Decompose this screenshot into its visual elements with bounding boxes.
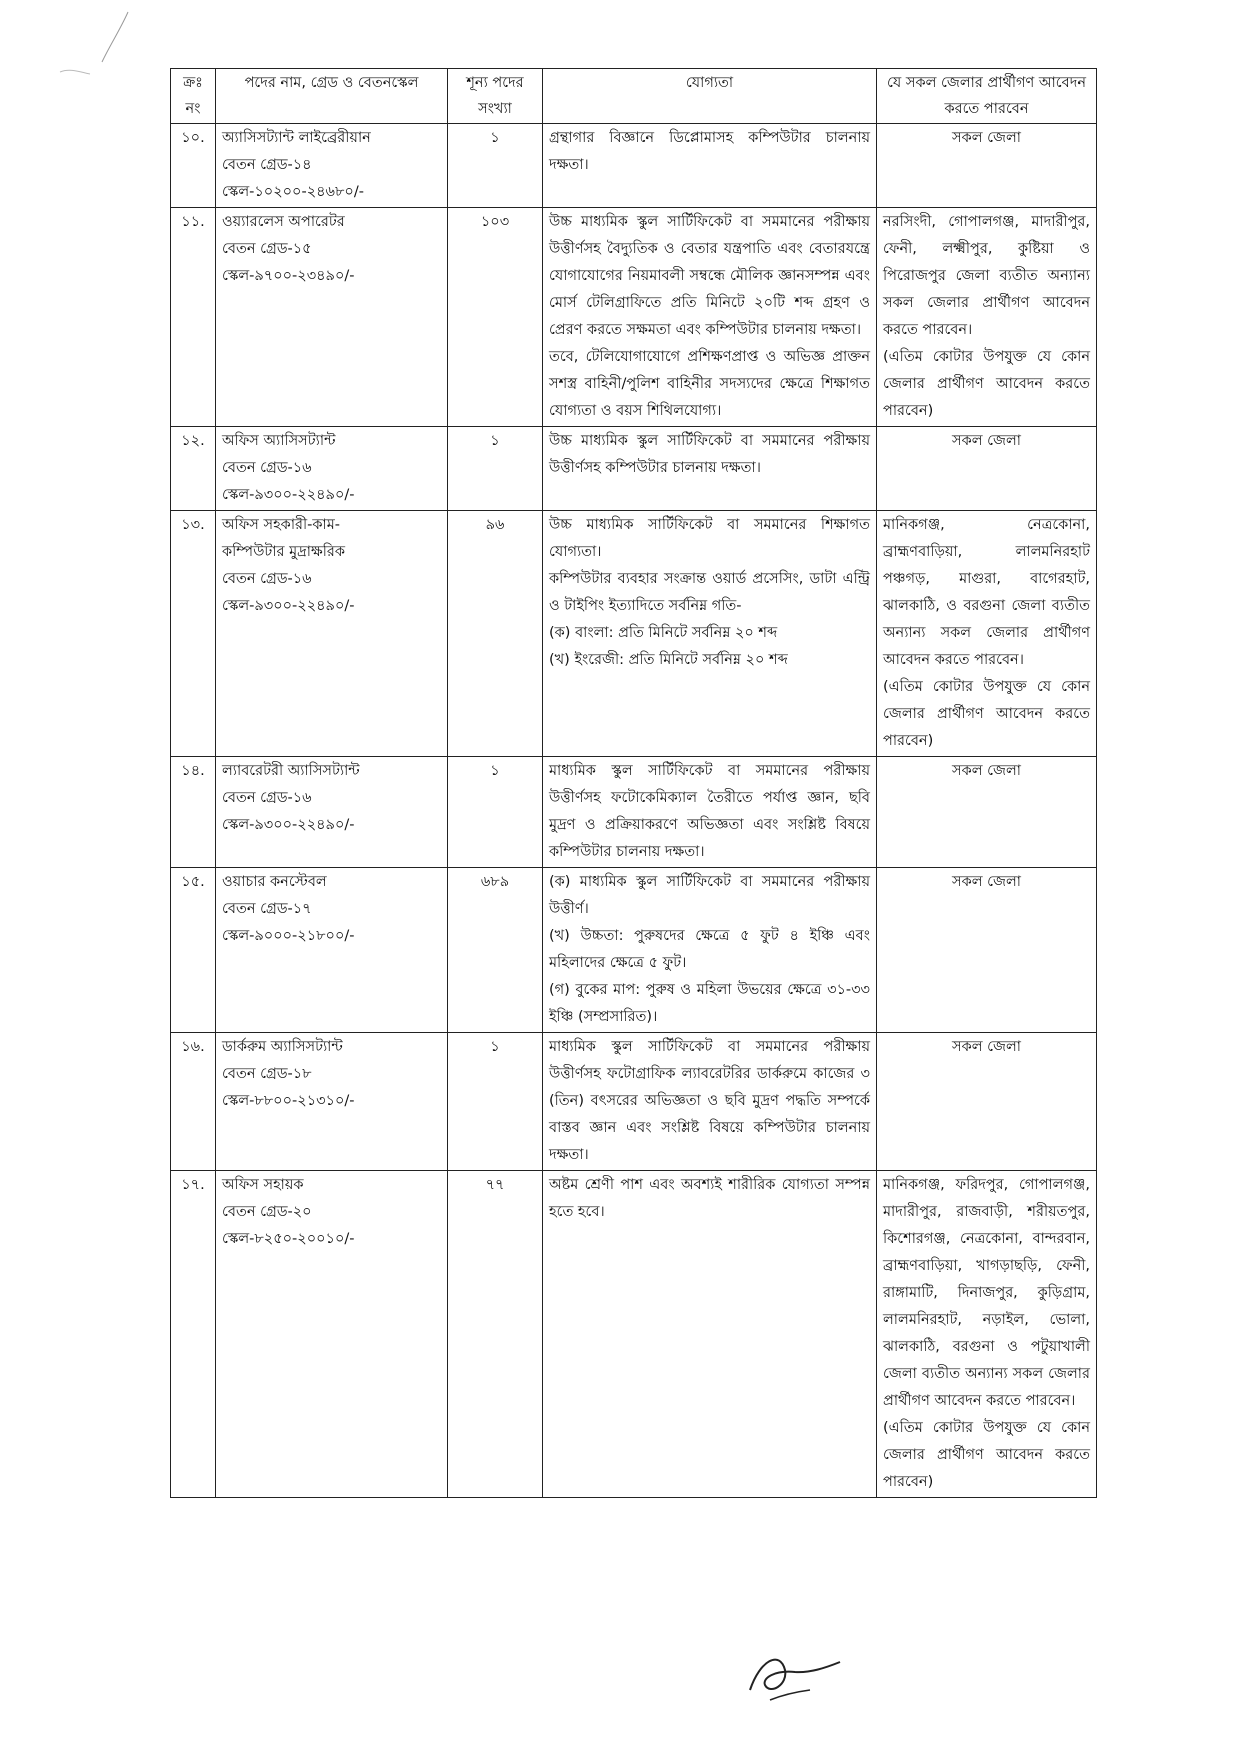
serial-number: ১৪.	[181, 763, 205, 779]
qualification-text: তবে, টেলিযোগাযোগে প্রশিক্ষণপ্রাপ্ত ও অভিজ্ঞ প্রাক্তন সশস্ত্র বাহিনী/পুলিশ বাহিনীর সদস্যদের ক্ষেত্রে শিক্ষাগত যোগ্যতা ও বয়স শিথিলযোগ্য।	[549, 349, 870, 419]
header-districts: যে সকল জেলার প্রার্থীগণ আবেদন করতে পারবেন	[877, 69, 1097, 124]
qualification-text: উচ্চ মাধ্যমিক স্কুল সার্টিফিকেট বা সমমানের পরীক্ষায় উত্তীর্ণসহ বৈদ্যুতিক ও বেতার যন্ত্রপাতি এবং বেতারযন্ত্রে যোগাযোগের নিয়মাবলী সম্বন্ধে মৌলিক জ্ঞানসম্পন্ন এবং মোর্স টেলিগ্রাফিতে প্রতি মিনিটে ২০টি শব্দ গ্রহণ ও প্রেরণ করতে সক্ষমতা এবং কম্পিউটার চালনায় দক্ষতা।	[549, 214, 870, 338]
qualification-text: (খ) ইংরেজী: প্রতি মিনিটে সর্বনিম্ন ২০ শব্দ	[549, 652, 788, 668]
serial-number: ১১.	[181, 214, 205, 230]
qualification-text: উচ্চ মাধ্যমিক সার্টিফিকেট বা সমমানের শিক্ষাগত যোগ্যতা।	[549, 517, 870, 560]
serial-cell	[171, 427, 216, 511]
districts-text: সকল জেলা	[951, 433, 1021, 449]
qualification-cell	[543, 757, 877, 868]
vacancy-count: ১	[490, 763, 500, 779]
table-header-row	[171, 69, 1097, 124]
post-line: বেতন গ্রেড-১৬	[222, 790, 312, 806]
serial-number: ১৩.	[181, 517, 205, 533]
header-serial: ক্রঃ নং	[171, 69, 216, 124]
post-line: ওয়াচার কনস্টেবল	[222, 874, 327, 890]
vacancy-cell	[448, 427, 543, 511]
qualification-text: (খ) উচ্চতা: পুরুষদের ক্ষেত্রে ৫ ফুট ৪ ইঞ্চি এবং মহিলাদের ক্ষেত্রে ৫ ফুট।	[549, 928, 870, 971]
vacancy-count: ৭৭	[485, 1177, 505, 1193]
post-cell	[216, 511, 448, 757]
post-line: স্কেল-৮২৫০-২০০১০/-	[222, 1231, 355, 1247]
serial-cell	[171, 757, 216, 868]
qualification-text: মাধ্যমিক স্কুল সার্টিফিকেট বা সমমানের পরীক্ষায় উত্তীর্ণসহ ফটোকেমিক্যাল তৈরীতে পর্যাপ্ত জ্ঞান, ছবি মুদ্রণ ও প্রক্রিয়াকরণে অভিজ্ঞতা এবং সংশ্লিষ্ট বিষয়ে কম্পিউটার চালনায় দক্ষতা।	[549, 763, 870, 860]
post-line: বেতন গ্রেড-১৬	[222, 460, 312, 476]
qualification-cell	[543, 868, 877, 1033]
serial-number: ১৬.	[181, 1039, 205, 1055]
post-line: বেতন গ্রেড-১৪	[222, 157, 312, 173]
serial-cell	[171, 208, 216, 427]
serial-cell	[171, 1033, 216, 1171]
vacancy-cell	[448, 124, 543, 208]
qualification-text: মাধ্যমিক স্কুল সার্টিফিকেট বা সমমানের পরীক্ষায় উত্তীর্ণসহ ফটোগ্রাফিক ল্যাবরেটরির ডার্করুমে কাজের ৩ (তিন) বৎসরের অভিজ্ঞতা ও ছবি মুদ্রণ পদ্ধতি সম্পর্কে বাস্তব জ্ঞান এবং সংশ্লিষ্ট বিষয়ে কম্পিউটার চালনায় দক্ষতা।	[549, 1039, 870, 1163]
districts-cell	[877, 1171, 1097, 1498]
districts-text: সকল জেলা	[951, 763, 1021, 779]
header-post: পদের নাম, গ্রেড ও বেতনস্কেল	[216, 69, 448, 124]
post-cell	[216, 1033, 448, 1171]
post-line: স্কেল-৯৭০০-২৩৪৯০/-	[222, 268, 355, 284]
qualification-text: (ক) বাংলা: প্রতি মিনিটে সর্বনিম্ন ২০ শব্দ	[549, 625, 778, 641]
vacancy-table	[170, 68, 1097, 1498]
post-cell	[216, 757, 448, 868]
table-row	[171, 208, 1097, 427]
serial-number: ১০.	[181, 130, 205, 146]
serial-number: ১২.	[181, 433, 205, 449]
vacancy-count: ৯৬	[485, 517, 505, 533]
post-line: স্কেল-৯০০০-২১৮০০/-	[222, 928, 355, 944]
qualification-cell	[543, 208, 877, 427]
post-line: অ্যাসিসট্যান্ট লাইব্রেরীয়ান	[222, 130, 371, 146]
serial-cell	[171, 124, 216, 208]
post-cell	[216, 1171, 448, 1498]
serial-number: ১৫.	[181, 874, 205, 890]
post-line: বেতন গ্রেড-১৬	[222, 571, 312, 587]
qualification-text: (ক) মাধ্যমিক স্কুল সার্টিফিকেট বা সমমানের পরীক্ষায় উত্তীর্ণ।	[549, 874, 870, 917]
header-qualification: যোগ্যতা	[543, 69, 877, 124]
post-cell	[216, 427, 448, 511]
signature	[740, 1640, 850, 1710]
serial-cell	[171, 1171, 216, 1498]
vacancy-cell	[448, 1033, 543, 1171]
post-line: অফিস সহায়ক	[222, 1177, 304, 1193]
post-line: বেতন গ্রেড-১৭	[222, 901, 312, 917]
post-line: স্কেল-৯৩০০-২২৪৯০/-	[222, 487, 355, 503]
post-line: স্কেল-৯৩০০-২২৪৯০/-	[222, 817, 355, 833]
post-line: স্কেল-৮৮০০-২১৩১০/-	[222, 1093, 355, 1109]
districts-cell	[877, 208, 1097, 427]
table-row	[171, 511, 1097, 757]
post-cell	[216, 868, 448, 1033]
table-row	[171, 1171, 1097, 1498]
post-line: বেতন গ্রেড-১৫	[222, 241, 312, 257]
post-cell	[216, 124, 448, 208]
post-line: কম্পিউটার মুদ্রাক্ষরিক	[222, 544, 345, 560]
vacancy-count: ১০৩	[480, 214, 510, 230]
qualification-text: উচ্চ মাধ্যমিক স্কুল সার্টিফিকেট বা সমমানের পরীক্ষায় উত্তীর্ণসহ কম্পিউটার চালনায় দক্ষতা।	[549, 433, 870, 476]
vacancy-count: ১	[490, 433, 500, 449]
post-line: অফিস অ্যাসিসট্যান্ট	[222, 433, 336, 449]
qualification-cell	[543, 1033, 877, 1171]
districts-text: (এতিম কোটার উপযুক্ত যে কোন জেলার প্রার্থীগণ আবেদন করতে পারবেন)	[883, 679, 1090, 749]
qualification-cell	[543, 124, 877, 208]
districts-text: মানিকগঞ্জ, ফরিদপুর, গোপালগঞ্জ, মাদারীপুর, রাজবাড়ী, শরীয়তপুর, কিশোরগঞ্জ, নেত্রকোনা, বান্দরবান, ব্রাহ্মণবাড়িয়া, খাগড়াছড়ি, ফেনী, রাঙ্গামাটি, দিনাজপুর, কুড়িগ্রাম, লালমনিরহাট, নড়াইল, ভোলা, ঝালকাঠি, বরগুনা ও পটুয়াখালী জেলা ব্যতীত অন্যান্য সকল জেলার প্রার্থীগণ আবেদন করতে পারবেন।	[883, 1177, 1090, 1409]
post-line: বেতন গ্রেড-২০	[222, 1204, 312, 1220]
qualification-text: অষ্টম শ্রেণী পাশ এবং অবশ্যই শারীরিক যোগ্যতা সম্পন্ন হতে হবে।	[549, 1177, 870, 1220]
serial-cell	[171, 868, 216, 1033]
vacancy-count: ৬৮৯	[480, 874, 510, 890]
vacancy-cell	[448, 1171, 543, 1498]
districts-cell	[877, 868, 1097, 1033]
vacancy-cell	[448, 757, 543, 868]
vacancy-cell	[448, 208, 543, 427]
districts-cell	[877, 757, 1097, 868]
vacancy-count: ১	[490, 1039, 500, 1055]
vacancy-cell	[448, 511, 543, 757]
post-cell	[216, 208, 448, 427]
districts-cell	[877, 511, 1097, 757]
districts-text: মানিকগঞ্জ, নেত্রকোনা, ব্রাহ্মণবাড়িয়া, লালমনিরহাট পঞ্চগড়, মাগুরা, বাগেরহাট, ঝালকাঠি, ও বরগুনা জেলা ব্যতীত অন্যান্য সকল জেলার প্রার্থীগণ আবেদন করতে পারবেন।	[883, 517, 1090, 668]
serial-number: ১৭.	[181, 1177, 205, 1193]
districts-text: সকল জেলা	[951, 130, 1021, 146]
post-line: স্কেল-৯৩০০-২২৪৯০/-	[222, 598, 355, 614]
districts-text: (এতিম কোটার উপযুক্ত যে কোন জেলার প্রার্থীগণ আবেদন করতে পারবেন)	[883, 1420, 1090, 1490]
districts-text: (এতিম কোটার উপযুক্ত যে কোন জেলার প্রার্থীগণ আবেদন করতে পারবেন)	[883, 349, 1090, 419]
qualification-cell	[543, 1171, 877, 1498]
vacancy-count: ১	[490, 130, 500, 146]
table-row	[171, 427, 1097, 511]
post-line: স্কেল-১০২০০-২৪৬৮০/-	[222, 184, 364, 200]
post-line: ল্যাবরেটরী অ্যাসিসট্যান্ট	[222, 763, 360, 779]
vacancy-cell	[448, 868, 543, 1033]
qualification-text: গ্রন্থাগার বিজ্ঞানে ডিপ্লোমাসহ কম্পিউটার চালনায় দক্ষতা।	[549, 130, 870, 173]
districts-cell	[877, 124, 1097, 208]
qualification-text: (গ) বুকের মাপ: পুরুষ ও মহিলা উভয়ের ক্ষেত্রে ৩১-৩৩ ইঞ্চি (সম্প্রসারিত)।	[549, 982, 870, 1025]
districts-text: সকল জেলা	[951, 1039, 1021, 1055]
post-line: অফিস সহকারী-কাম-	[222, 517, 341, 533]
districts-text: নরসিংদী, গোপালগঞ্জ, মাদারীপুর, ফেনী, লক্ষ্মীপুর, কুষ্টিয়া ও পিরোজপুর জেলা ব্যতীত অন্যান্য সকল জেলার প্রার্থীগণ আবেদন করতে পারবেন।	[883, 214, 1090, 338]
post-line: বেতন গ্রেড-১৮	[222, 1066, 312, 1082]
districts-text: সকল জেলা	[951, 874, 1021, 890]
qualification-text: কম্পিউটার ব্যবহার সংক্রান্ত ওয়ার্ড প্রসেসিং, ডাটা এন্ট্রি ও টাইপিং ইত্যাদিতে সর্বনিম্ন গতি-	[549, 571, 870, 614]
post-line: ওয়্যারলেস অপারেটর	[222, 214, 345, 230]
districts-cell	[877, 1033, 1097, 1171]
serial-cell	[171, 511, 216, 757]
header-vacancies: শূন্য পদের সংখ্যা	[448, 69, 543, 124]
qualification-cell	[543, 427, 877, 511]
pen-mark	[40, 10, 140, 80]
table-row	[171, 1033, 1097, 1171]
table-row	[171, 124, 1097, 208]
table-row	[171, 868, 1097, 1033]
districts-cell	[877, 427, 1097, 511]
qualification-cell	[543, 511, 877, 757]
post-line: ডার্করুম অ্যাসিসট্যান্ট	[222, 1039, 343, 1055]
table-row	[171, 757, 1097, 868]
